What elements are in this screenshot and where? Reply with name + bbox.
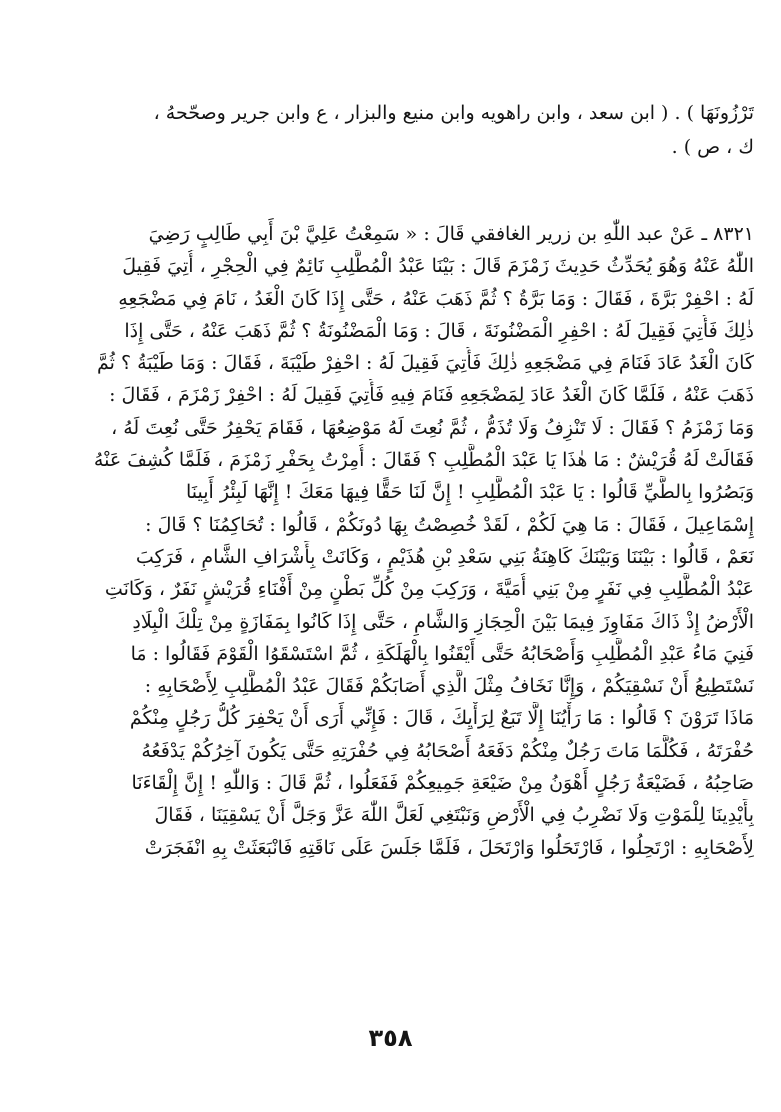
text-line: مَاذَا تَرَوْنَ ؟ قَالُوا : مَا رَأْيُنَا إِلَّا تَبَعٌ لِرَأْيِكَ ، قَالَ : فَإِنِّي أَرَى أَنْ يَحْفِرَ كُلُّ رَجُلٍ مِنْكُمْ: [129, 707, 754, 730]
text-line: وَبَصُرُوا بِالطَّيِّ قَالُوا : يَا عَبْدَ الْمُطَّلِبِ ! إِنَّ لَنَا حَقًّا فِيهَا مَعَكَ ! إِنَّهَا لَبِئْرُ أَبِينَا: [185, 481, 754, 504]
text-line: تَرْزُونَهَا ) . ( ابن سعد ، وابن راهويه وابن منيع والبزار ، ع وابن جرير وصحّحهُ ،: [153, 102, 754, 124]
text-line: فَنِيَ مَاءُ عَبْدِ الْمُطَّلِبِ وَأَصْحَابُهُ حَتَّى أَيْقَنُوا بِالْهَلَكَةِ ، ثُمَّ اسْتَسْقَوُا الْقَوْمَ فَقَالُوا : مَا: [130, 642, 754, 665]
text-line: لِأَصْحَابِهِ : ارْتَحِلُوا ، فَارْتَحَلُوا وَارْتَحَلَ ، فَلَمَّا جَلَسَ عَلَى نَاقَتِهِ فَانْبَعَثَتْ بِهِ انْفَجَرَتْ: [144, 836, 754, 859]
text-line: ٨٣٢١ ـ عَنْ عبد اللّٰهِ بن زرير الغافقي قَالَ : « سَمِعْتُ عَلِيَّ بْنَ أَبِي طَالِبٍ رَضِيَ: [148, 223, 754, 245]
source-citation: [36, 96, 754, 164]
text-line: نَسْتَطِيعُ أَنْ نَسْقِيَكُمْ ، وَإِنَّا نَخَافُ مِثْلَ الَّذِي أَصَابَكُمْ فَقَالَ عَبْدُ الْمُطَّلِبِ لِأَصْحَابِهِ :: [144, 675, 754, 698]
text-line: عَبْدُ الْمُطَّلِبِ فِي نَفَرٍ مِنْ بَنِي أُمَيَّةَ ، وَرَكِبَ مِنْ كُلِّ بَطْنٍ مِنْ أَفْنَاءِ قُرَيْشٍ نَفَرٌ ، وَكَانَتِ: [104, 578, 754, 601]
text-line: صَاحِبُهُ ، فَضَيْعَةُ رَجُلٍ أَهْوَنُ مِنْ ضَيْعَةِ جَمِيعِكُمْ فَفَعَلُوا ، ثُمَّ قَالَ : وَاللّٰهِ ! إِنَّ إِلْقَاءَنَا: [131, 772, 754, 795]
text-line: بِأَيْدِينَا لِلْمَوْتِ وَلَا نَضْرِبُ فِي الْأَرْضِ وَنَبْتَغِي لَعَلَّ اللّٰهَ عَزَّ وَجَلَّ أَنْ يَسْقِيَنَا ، فَقَالَ: [154, 804, 754, 827]
text-line: لَهُ : احْفِرْ بَرَّةَ ، فَقَالَ : وَمَا بَرَّةُ ؟ ثُمَّ ذَهَبَ عَنْهُ ، حَتَّى إِذَا كَانَ الْغَدُ ، نَامَ فِي مَضْجَعِهِ: [118, 287, 754, 310]
text-line: كَانَ الْغَدُ عَادَ فَنَامَ فِي مَضْجَعِهِ ذٰلِكَ فَأُتِيَ فَقِيلَ لَهُ : احْفِرْ طَيْبَةَ ، فَقَالَ : وَمَا طَيْبَةُ ؟ ثُمَّ: [97, 352, 754, 375]
text-line: فَقَالَتْ لَهُ قُرَيْشٌ : مَا هٰذَا يَا عَبْدَ الْمُطَّلِبِ ؟ فَقَالَ : أُمِرْتُ بِحَفْرِ زَمْزَمَ ، فَلَمَّا كُشِفَ عَنْهُ: [93, 449, 754, 472]
text-line: ذَهَبَ عَنْهُ ، فَلَمَّا كَانَ الْغَدُ عَادَ لِمَضْجَعِهِ فَنَامَ فِيهِ فَأُتِيَ فَقِيلَ لَهُ : احْفِرْ زَمْزَمَ ، فَقَالَ :: [109, 384, 754, 407]
hadith-text: [36, 218, 754, 864]
text-line: ذٰلِكَ فَأُتِيَ فَقِيلَ لَهُ : احْفِرِ الْمَضْنُونَةَ ، قَالَ : وَمَا الْمَضْنُونَةُ ؟ ثُمَّ ذَهَبَ عَنْهُ ، حَتَّى إِذَا: [124, 319, 754, 342]
text-line: الْأَرْضُ إِذْ ذَاكَ مَفَاوِزَ فِيمَا بَيْنَ الْحِجَازِ وَالشَّامِ ، حَتَّى إِذَا كَانُوا بِمَفَازَةٍ مِنْ تِلْكَ الْبِلَادِ: [132, 610, 754, 633]
text-line: حُفْرَتَهُ ، فَكُلَّمَا مَاتَ رَجُلٌ مِنْكُمْ دَفَعَهُ أَصْحَابُهُ فِي حُفْرَتِهِ حَتَّى يَكُونَ آخِرُكُمْ يَدْفَعُهُ: [141, 739, 754, 762]
page-number: ٣٥٨: [368, 1024, 413, 1052]
text-line: وَمَا زَمْزَمُ ؟ فَقَالَ : لَا تَنْزِفُ وَلَا تُذَمُّ ، ثُمَّ نُعِتَ لَهُ مَوْضِعُهَا ، فَقَامَ يَحْفِرُ حَتَّى نُعِتَ لَهُ ،: [111, 416, 754, 439]
text-line: إِسْمَاعِيلَ ، فَقَالَ : مَا هِيَ لَكُمْ ، لَقَدْ خُصِصْتُ بِهَا دُونَكُمْ ، قَالُوا : تُحَاكِمُنَا ؟ قَالَ :: [145, 513, 754, 536]
text-line: اللّٰهُ عَنْهُ وَهُوَ يُحَدِّثُ حَدِيثَ زَمْزَمَ قَالَ : بَيْنَا عَبْدُ الْمُطَّلِبِ نَائِمٌ فِي الْحِجْرِ ، أُتِيَ فَقِيلَ: [122, 255, 754, 278]
text-line: ك ، ص ) .: [671, 136, 754, 158]
text-line: نَعَمْ ، قَالُوا : بَيْنَنَا وَبَيْنَكَ كَاهِنَةُ بَنِي سَعْدِ بْنِ هُذَيْمٍ ، وَكَانَتْ بِأَشْرَافِ الشَّامِ ، فَرَكِبَ: [135, 545, 754, 568]
